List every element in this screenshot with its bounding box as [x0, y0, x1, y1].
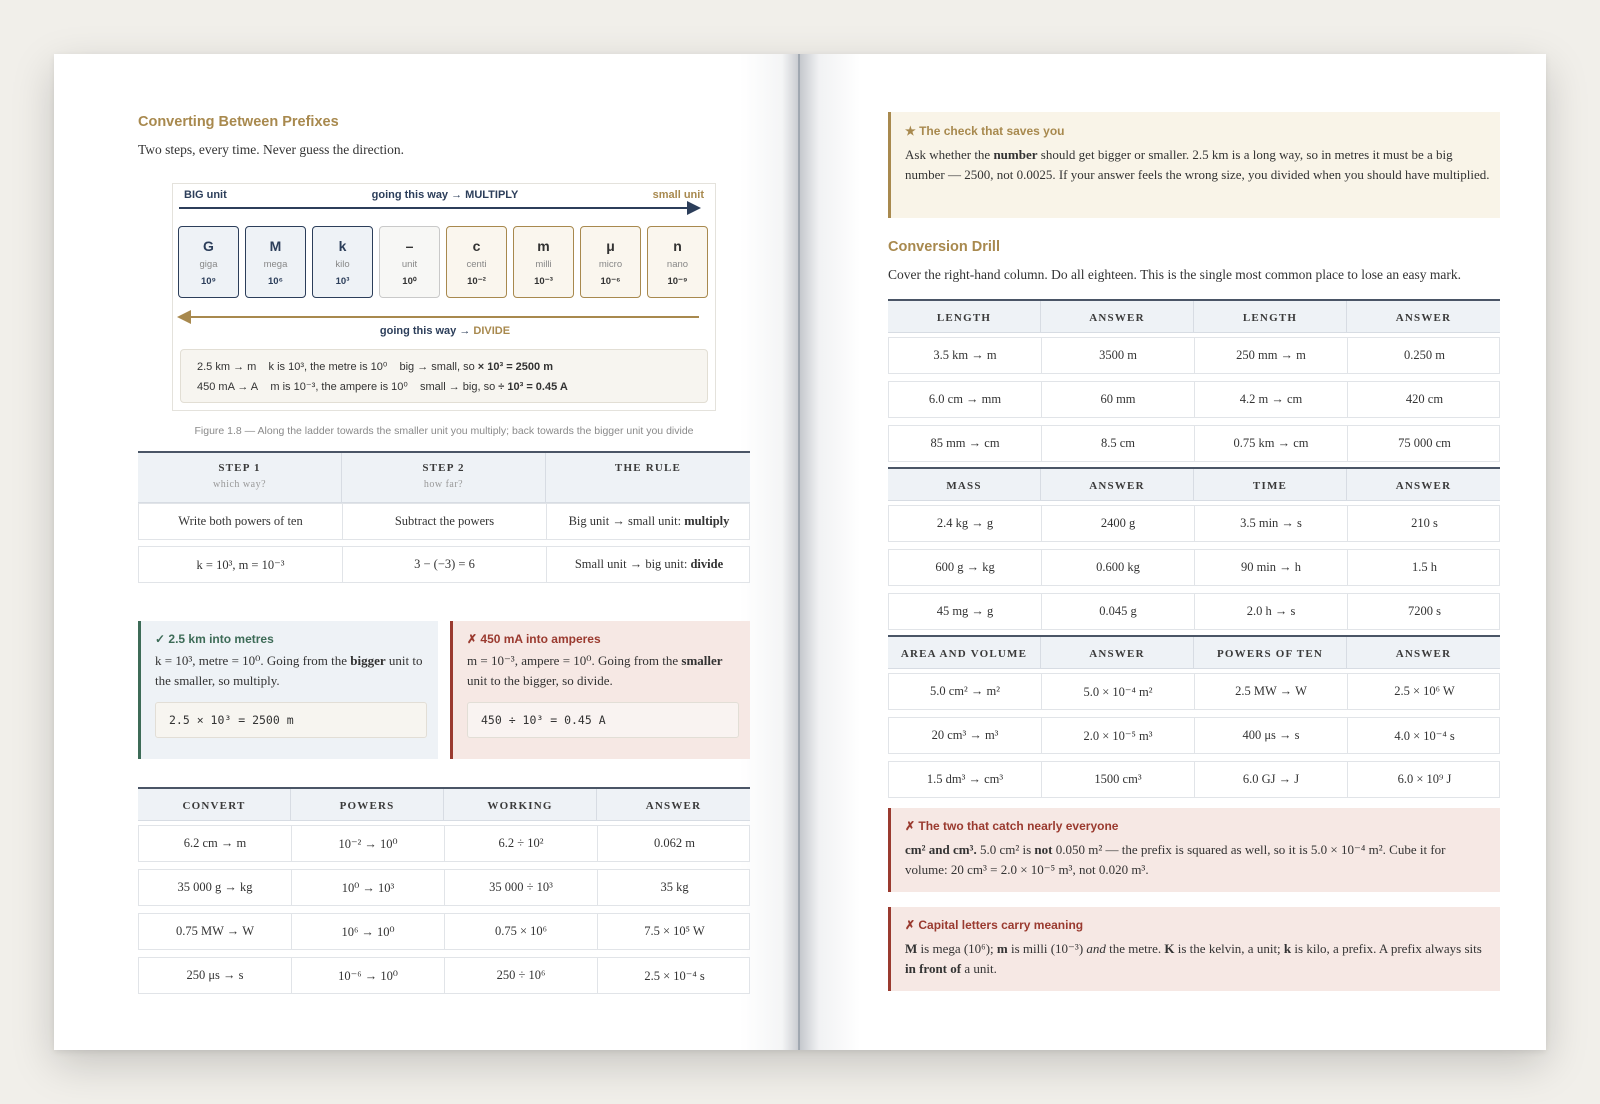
table-cell: 3500 m: [1042, 338, 1195, 373]
prefix-name: unit: [401, 259, 418, 270]
prefix-name: giga: [199, 259, 218, 270]
table-cell: 10⁶ → 10⁰: [292, 914, 445, 949]
table-cell: Subtract the powers: [343, 504, 547, 539]
table-cell: 1.5 dm³ → cm³: [889, 762, 1042, 797]
table-cell: 0.75 × 10⁶: [445, 914, 598, 949]
callout-title: ★ The check that saves you: [905, 124, 1065, 138]
header-cell: AREA AND VOLUME: [888, 637, 1041, 668]
header-cell: THE RULE: [614, 462, 682, 474]
table-row: [888, 549, 1500, 586]
figure-caption: Figure 1.8 — Along the ladder towards the smaller unit you multiply; back towards the bigger unit you divide: [194, 425, 694, 437]
example-expl: m is 10⁻³, the ampere is 10⁰: [270, 381, 408, 393]
table-cell: 0.045 g: [1042, 594, 1195, 629]
callout-body: M is mega (10⁶); m is milli (10⁻³) and the metre. K is the kelvin, a unit; k is kilo, a prefix. A prefix always sits in front of a unit.: [905, 941, 1482, 976]
example-result: × 10³ = 2500 m: [477, 361, 553, 373]
table-cell: 250 mm → m: [1195, 338, 1348, 373]
table-row: [138, 957, 750, 994]
table-cell: 0.062 m: [654, 836, 695, 850]
prefix-symbol: c: [472, 238, 481, 254]
table-cell: 8.5 cm: [1042, 426, 1195, 461]
table-row: [138, 546, 750, 583]
table-cell: 5.0 × 10⁻⁴ m²: [1042, 674, 1195, 709]
header-cell: STEP 2 how far?: [342, 453, 546, 502]
table-cell: 2.0 × 10⁻⁵ m³: [1042, 718, 1195, 753]
prefix-name: mega: [263, 259, 288, 270]
section-title-prefixes: Converting Between Prefixes: [138, 114, 339, 130]
table-cell: 2.5 × 10⁶ W: [1394, 684, 1455, 698]
table-header: [888, 635, 1500, 669]
table-row: [888, 425, 1500, 462]
callout-title: ✗ Capital letters carry meaning: [905, 918, 1084, 932]
prefix-symbol: m: [537, 238, 550, 254]
table-cell: 250 μs → s: [139, 958, 292, 993]
table-cell: 90 min → h: [1195, 550, 1348, 585]
prefix-power: 10⁻³: [534, 276, 553, 287]
table-row: [888, 593, 1500, 630]
table-cell: 2.0 h → s: [1195, 594, 1348, 629]
prefix-name: micro: [598, 259, 623, 270]
header-cell: ANSWER: [1395, 312, 1452, 324]
table-row: [888, 337, 1500, 374]
example-row: [197, 360, 553, 373]
table-row: [138, 825, 750, 862]
table-cell: 400 μs → s: [1195, 718, 1348, 753]
table-cell: 420 cm: [1405, 392, 1444, 406]
header-cell: ANSWER: [1041, 637, 1194, 668]
prefix-power: 10⁶: [268, 276, 283, 287]
table-row: [888, 761, 1500, 798]
table-cell: 0.600 kg: [1042, 550, 1195, 585]
prefix-symbol: k: [338, 238, 347, 254]
example-rule: small → big, so: [420, 381, 496, 393]
callout-title: ✗ 450 mA into amperes: [467, 632, 601, 646]
table-cell: 35 000 g → kg: [139, 870, 292, 905]
code-box: 450 ÷ 10³ = 0.45 A: [467, 702, 739, 738]
drill-lead-text: Cover the right-hand column. Do all eighteen. This is the single most common place to lose an easy mark.: [888, 267, 1461, 282]
table-row: [888, 505, 1500, 542]
table-row: [888, 717, 1500, 754]
prefix-name: milli: [535, 259, 552, 270]
table-cell: 85 mm → cm: [889, 426, 1042, 461]
table-cell: 0.75 km → cm: [1195, 426, 1348, 461]
table-cell: 6.2 ÷ 10²: [445, 826, 598, 861]
table-cell: 3.5 min → s: [1195, 506, 1348, 541]
table-cell: 6.0 × 10⁹ J: [1397, 772, 1452, 786]
prefix-box-centi: [446, 226, 507, 298]
section-title-drill: Conversion Drill: [888, 239, 1000, 255]
example-rule: big → small, so: [399, 361, 475, 373]
open-book: [54, 54, 1546, 1050]
table-cell: 4.2 m → cm: [1195, 382, 1348, 417]
header-cell: MASS: [888, 469, 1041, 500]
table-cell: 35 kg: [660, 880, 689, 894]
table-cell: 0.250 m: [1404, 348, 1445, 362]
divide-label-text: going this way →: [379, 325, 471, 337]
prefix-box-nano: [647, 226, 708, 298]
table-cell: 60 mm: [1042, 382, 1195, 417]
prefix-power: 10⁹: [200, 276, 217, 287]
callout-check-tip: [888, 112, 1500, 218]
table-cell: 35 000 ÷ 10³: [445, 870, 598, 905]
prefix-name: nano: [666, 259, 689, 270]
example-conv: 2.5 km → m: [197, 361, 257, 373]
prefix-symbol: M: [269, 238, 282, 254]
code-box: 2.5 × 10³ = 2500 m: [155, 702, 427, 738]
callout-body: k = 10³, metre = 10⁰. Going from the bigger unit to the smaller, so multiply.: [155, 653, 423, 688]
prefix-symbol: –: [405, 238, 414, 254]
callout-warning-squared: [888, 808, 1500, 892]
divide-arrow: [189, 316, 699, 318]
header-cell: LENGTH: [888, 301, 1041, 332]
callout-body: Ask whether the number should get bigger or smaller. 2.5 km is a long way, so in metres it must be a big number — 2500, not 0.0025. If your answer feels the wrong size, you divided when you should have multiplied.: [905, 147, 1490, 182]
prefix-power: 10⁻⁶: [600, 276, 621, 287]
divide-label: [173, 325, 717, 337]
header-cell: STEP 1 which way?: [138, 453, 342, 502]
header-cell: LENGTH: [1194, 301, 1347, 332]
table-cell: 7200 s: [1408, 604, 1441, 618]
table-cell: k = 10³, m = 10⁻³: [139, 547, 343, 582]
table-cell: Write both powers of ten: [139, 504, 343, 539]
table-cell: 20 cm³ → m³: [889, 718, 1042, 753]
table-cell: 2.5 × 10⁻⁴ s: [644, 968, 705, 983]
big-unit-label: BIG unit: [184, 189, 227, 201]
prefix-name: kilo: [335, 259, 350, 270]
callout-title: ✓ 2.5 km into metres: [155, 632, 274, 646]
callout-body: m = 10⁻³, ampere = 10⁰. Going from the smaller unit to the bigger, so divide.: [467, 653, 723, 688]
prefix-box-unit: [379, 226, 440, 298]
callout-title: ✗ The two that catch nearly everyone: [905, 819, 1119, 833]
prefix-power: 10⁻⁹: [667, 276, 688, 287]
example-result: ÷ 10³ = 0.45 A: [498, 381, 568, 393]
table-cell: 6.0 cm → mm: [889, 382, 1042, 417]
header-cell: TIME: [1194, 469, 1347, 500]
table-cell: 1500 cm³: [1042, 762, 1195, 797]
worked-examples-panel: [180, 349, 708, 403]
table-header: [138, 787, 750, 821]
table-header: [888, 467, 1500, 501]
header-cell: POWERS: [291, 789, 444, 820]
table-cell: 600 g → kg: [889, 550, 1042, 585]
prefix-power: 10³: [335, 276, 350, 287]
table-cell: 3 − (−3) = 6: [343, 547, 547, 582]
table-cell: Big unit → small unit: multiply: [568, 514, 730, 528]
callout-correct-example: [138, 621, 438, 759]
table-row: [138, 869, 750, 906]
prefix-name: centi: [466, 259, 487, 270]
header-cell: ANSWER: [1395, 480, 1452, 492]
prefix-box-micro: [580, 226, 641, 298]
table-cell: 6.0 GJ → J: [1195, 762, 1348, 797]
multiply-label: going this way → MULTIPLY: [371, 189, 519, 201]
table-cell: 75 000 cm: [1398, 436, 1451, 450]
callout-warning-capitals: [888, 907, 1500, 991]
header-cell: ANSWER: [1041, 301, 1194, 332]
book-spine: [798, 54, 800, 1050]
prefix-power: 10⁰: [402, 276, 417, 287]
table-row: [138, 913, 750, 950]
header-cell: ANSWER: [1041, 469, 1194, 500]
table-cell: 10⁻² → 10⁰: [292, 826, 445, 861]
table-row: [138, 503, 750, 540]
table-cell: 1.5 h: [1412, 560, 1437, 574]
prefix-symbol: n: [673, 238, 682, 254]
callout-wrong-example: [450, 621, 750, 759]
divide-word: DIVIDE: [473, 325, 511, 337]
table-cell: 3.5 km → m: [889, 338, 1042, 373]
left-page: [138, 54, 750, 1050]
header-cell: ANSWER: [1395, 648, 1452, 660]
example-expl: k is 10³, the metre is 10⁰: [268, 361, 388, 373]
header-cell: ANSWER: [645, 800, 702, 812]
prefix-box-kilo: [312, 226, 373, 298]
table-cell: 0.75 MW → W: [139, 914, 292, 949]
header-cell: WORKING: [444, 789, 597, 820]
prefix-symbol: μ: [606, 238, 615, 254]
prefix-box-milli: [513, 226, 574, 298]
table-cell: 4.0 × 10⁻⁴ s: [1394, 728, 1455, 743]
book-gutter-shadow: [740, 54, 860, 1050]
lead-text: Two steps, every time. Never guess the direction.: [138, 142, 404, 157]
table-header: [888, 299, 1500, 333]
multiply-arrow: [179, 207, 689, 209]
example-conv: 450 mA → A: [197, 381, 259, 393]
table-row: [888, 673, 1500, 710]
table-cell: 2400 g: [1042, 506, 1195, 541]
header-cell: POWERS OF TEN: [1194, 637, 1347, 668]
prefix-box-mega: [245, 226, 306, 298]
prefix-ladder-figure: [172, 183, 716, 411]
table-row: [888, 381, 1500, 418]
steps-table-header: [138, 451, 750, 503]
example-row: [197, 380, 568, 393]
prefix-box-giga: [178, 226, 239, 298]
table-cell: Small unit → big unit: divide: [574, 557, 724, 571]
header-cell: CONVERT: [138, 789, 291, 820]
arrow-right-icon: [687, 201, 701, 215]
table-cell: 45 mg → g: [889, 594, 1042, 629]
table-cell: 10⁻⁶ → 10⁰: [292, 958, 445, 993]
table-cell: 6.2 cm → m: [139, 826, 292, 861]
table-cell: 250 ÷ 10⁶: [445, 958, 598, 993]
prefix-power: 10⁻²: [467, 276, 486, 287]
table-cell: 210 s: [1411, 516, 1438, 530]
right-page: [888, 54, 1500, 1050]
callout-body: cm² and cm³. 5.0 cm² is not 0.050 m² — the prefix is squared as well, so it is 5.0 × 10⁻⁴ m². Cube it for volume: 20 cm³ = 2.0 × 10⁻⁵ m³, not 0.020 m³.: [905, 842, 1446, 877]
table-cell: 7.5 × 10⁵ W: [644, 924, 705, 938]
small-unit-label: small unit: [652, 189, 704, 201]
table-cell: 2.4 kg → g: [889, 506, 1042, 541]
table-cell: 5.0 cm² → m²: [889, 674, 1042, 709]
table-cell: 2.5 MW → W: [1195, 674, 1348, 709]
prefix-symbol: G: [203, 238, 214, 254]
table-cell: 10⁰ → 10³: [292, 870, 445, 905]
